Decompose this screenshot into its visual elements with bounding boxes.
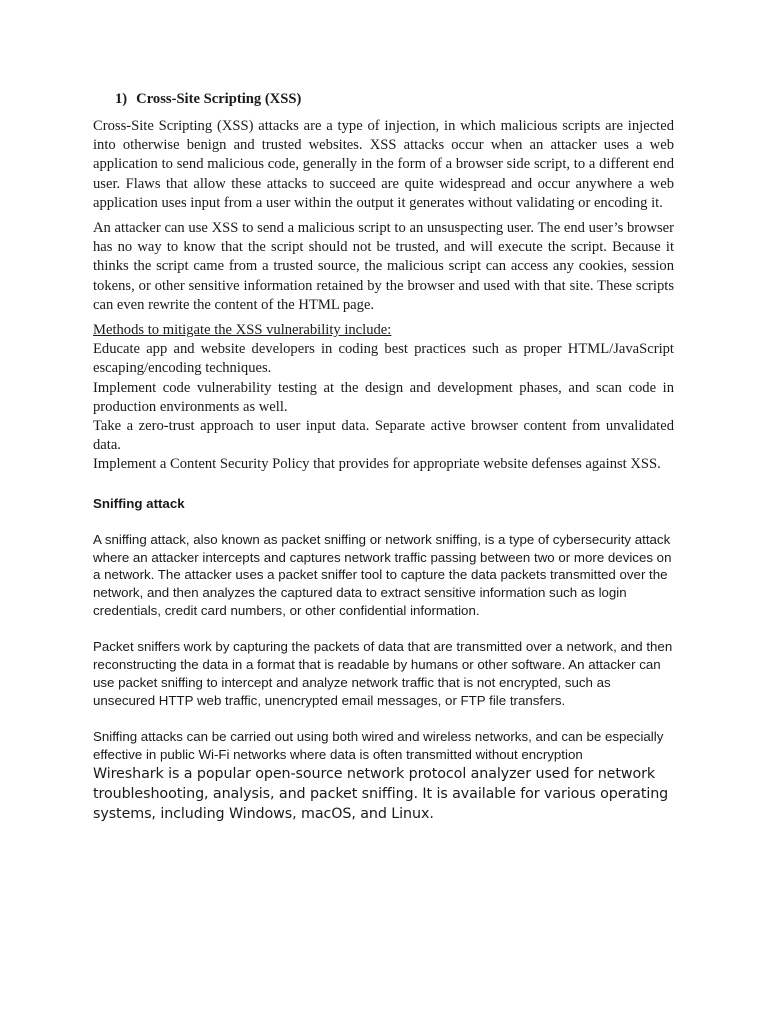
wireshark-paragraph: Wireshark is a popular open-source network protocol analyzer used for network troubleshooting, analysis, and packet sniffing. It is available for various operating systems, including Windows, macOS, and Linux. bbox=[93, 765, 669, 823]
sniffing-paragraph-packet-sniffers: Packet sniffers work by capturing the packets of data that are transmitted over a network, and then reconstructing the data in a format that is readable by humans or other software. An attacker can use packet sniffing to intercept and analyze network traffic that is not encrypted, such as unsecured HTTP web traffic, unencrypted email messages, or FTP file transfers. bbox=[93, 639, 673, 708]
xss-mitigation-item: Implement code vulnerability testing at the design and development phases, and scan code in production environments as well. bbox=[93, 379, 674, 415]
document-page bbox=[93, 90, 674, 825]
xss-mitigation-heading: Methods to mitigate the XSS vulnerability include: bbox=[93, 322, 392, 339]
sniffing-section-heading: Sniffing attack bbox=[93, 495, 185, 511]
xss-paragraph-attacker: An attacker can use XSS to send a malicious script to an unsuspecting user. The end user’s browser has no way to know that the script should not be trusted, and will execute the script. Because it thinks the script came from a trusted source, the malicious script can access any cookies, session tokens, or other sensitive information retained by the browser and used with that site. These scripts can even rewrite the content of the HTML page. bbox=[93, 220, 674, 313]
xss-mitigation-item: Educate app and website developers in coding best practices such as proper HTML/JavaScript escaping/encoding techniques. bbox=[93, 341, 674, 377]
sniffing-paragraph-definition: A sniffing attack, also known as packet sniffing or network sniffing, is a type of cybersecurity attack where an attacker intercepts and captures network traffic passing between two or more devices on a network. The attacker uses a packet sniffer tool to capture the data packets transmitted over the network, and then analyzes the captured data to extract sensitive information such as login credentials, credit card numbers, or other confidential information. bbox=[93, 531, 672, 619]
sniffing-paragraph-networks: Sniffing attacks can be carried out using both wired and wireless networks, and can be especially effective in public Wi-Fi networks where data is often transmitted without encryption bbox=[93, 728, 664, 762]
xss-section-number: 1) bbox=[115, 91, 128, 107]
xss-section-title: Cross-Site Scripting (XSS) bbox=[136, 91, 302, 107]
xss-mitigation-item: Take a zero-trust approach to user input data. Separate active browser content from unvalidated data. bbox=[93, 418, 674, 454]
xss-section-heading bbox=[115, 90, 674, 109]
xss-mitigation-item: Implement a Content Security Policy that provides for appropriate website defenses against XSS. bbox=[93, 456, 661, 473]
xss-paragraph-intro: Cross-Site Scripting (XSS) attacks are a type of injection, in which malicious scripts are injected into otherwise benign and trusted websites. XSS attacks occur when an attacker uses a web application to send malicious code, generally in the form of a browser side script, to a different end user. Flaws that allow these attacks to succeed are quite widespread and occur anywhere a web application uses input from a user within the output it generates without validating or encoding it. bbox=[93, 118, 674, 211]
